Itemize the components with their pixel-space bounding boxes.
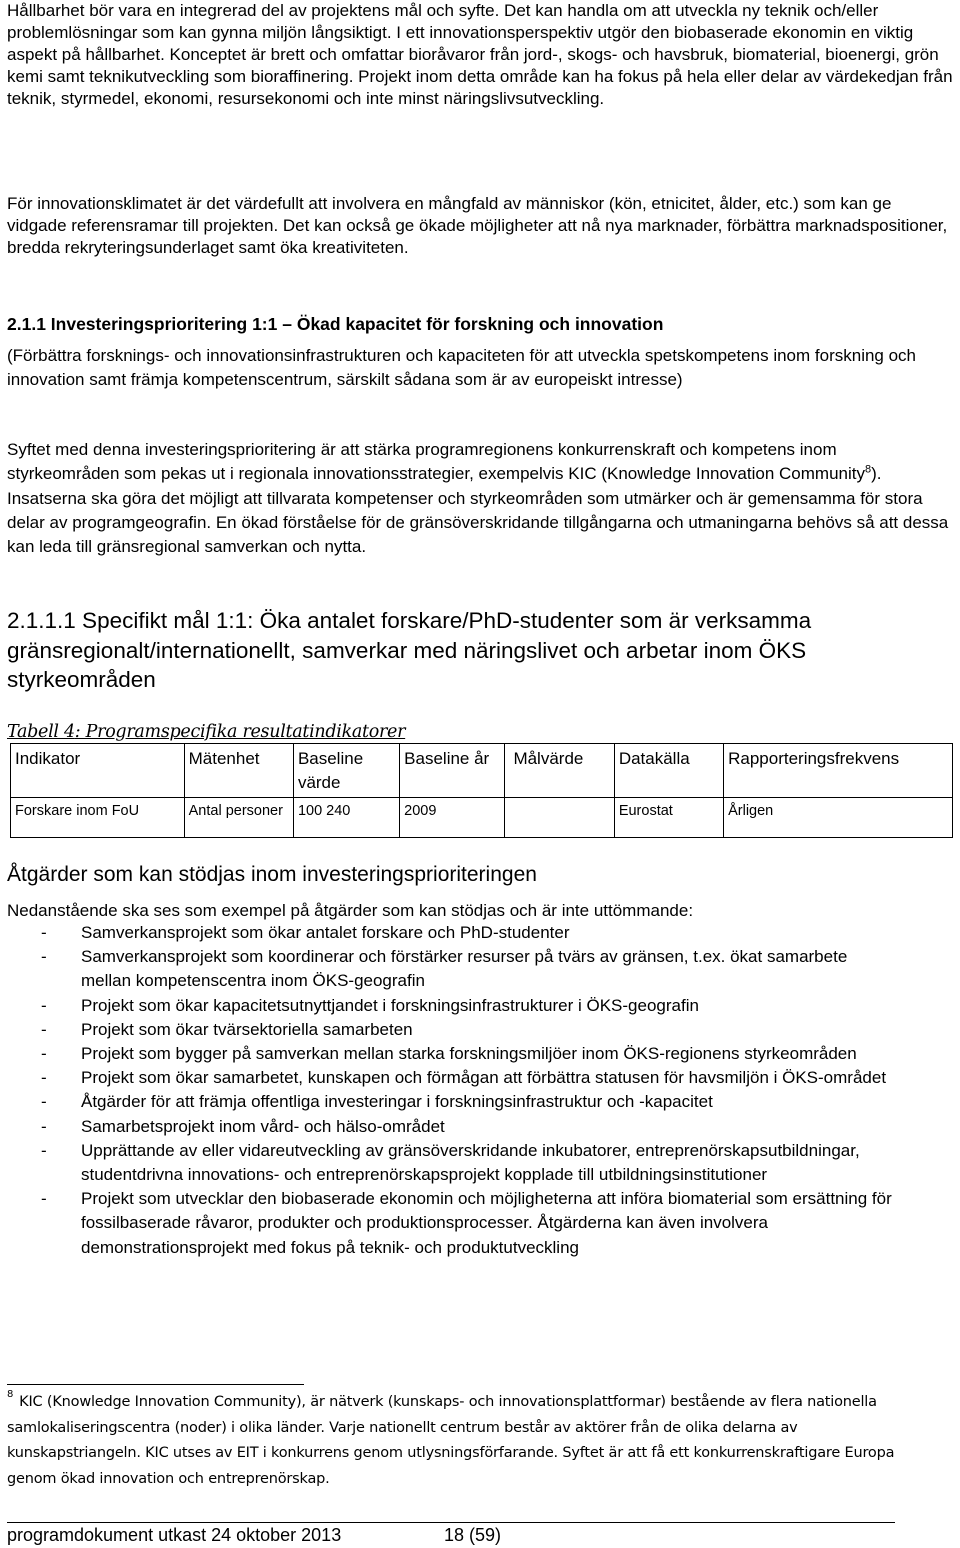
list-item bbox=[7, 1090, 953, 1114]
specific-objective-heading: 2.1.1.1 Specifikt mål 1:1: Öka antalet forskare/PhD-studenter som är verksamma gränsregionalt/internationellt, samverkar med näringslivet och arbetar inom ÖKS styrkeområden bbox=[7, 608, 812, 692]
section-heading: 2.1.1 Investeringsprioritering 1:1 – Ökad kapacitet för forskning och innovation bbox=[7, 314, 664, 334]
list-item bbox=[7, 994, 953, 1018]
footnote-reference[interactable]: 8 bbox=[865, 463, 872, 476]
list-item bbox=[7, 1115, 953, 1139]
table-caption-label: Tabell 4 bbox=[7, 722, 75, 742]
list-bullet: - bbox=[41, 1189, 47, 1209]
table-caption bbox=[7, 721, 405, 743]
table-header-cell: Indikator bbox=[11, 744, 185, 798]
table-caption-text: : Programspecifika resultatindikatorer bbox=[74, 722, 406, 742]
footnote bbox=[7, 1390, 907, 1492]
paragraph-sustainability: Hållbarhet bör vara en integrerad del av projektens mål och syfte. Det kan handla om att utveckla ny teknik och/eller problemlösningar som kan gynna miljön långsiktigt. I ett innovationsperspektiv utgör den biobaserade ekonomin en viktig aspekt på hållbarhet. Konceptet är brett och omfattar bioråvaror från jord-, skogs- och havsbruk, biomaterial, bioenergi, grön kemi samt teknikutveckling som bioraffinering. Projekt inom detta område kan ha fokus på hela eller delar av värdekedjan från teknik, styrmedel, ekonomi, resursekonomi och inte minst näringslivsutveckling. bbox=[7, 1, 953, 108]
footer-page-number: 18 (59) bbox=[444, 1525, 502, 1545]
list-item-text: Projekt som ökar tvärsektoriella samarbeten bbox=[81, 1019, 413, 1039]
table-cell: Antal personer bbox=[184, 798, 293, 838]
list-bullet: - bbox=[41, 995, 47, 1015]
footer-rule bbox=[7, 1522, 895, 1523]
table-cell: Årligen bbox=[724, 798, 953, 838]
footnote-text: KIC (Knowledge Innovation Community), är nätverk (kunskaps- och innovationsplattformar) bestående av flera nationella samlokaliseringscentra (noder) i olika länder. Varje nationellt centrum består av aktörer från de olika delarna av kunskapstriangeln. KIC utses av EIT i konkurrens genom utlysningsförfarande. Syftet är att få ett konkurrenskraftigare Europa genom ökad innovation och entreprenörskap. bbox=[7, 1394, 895, 1487]
list-item bbox=[7, 1066, 953, 1090]
table-header-cell: Mätenhet bbox=[184, 744, 293, 798]
paragraph-purpose-part2: ). Insatserna ska göra det möjligt att tillvarata kompetenser och styrkeområden som utmärker och är gemensamma för stora delar av programgeografin. En ökad förståelse för de gränsöverskridande tillgångarna och utmaningarna behövs så att dessa kan leda till gränsregional samverkan och nytta. bbox=[7, 464, 949, 557]
list-item bbox=[7, 945, 953, 993]
list-item bbox=[7, 1139, 953, 1187]
paragraph-purpose bbox=[7, 438, 953, 559]
list-item-text: Samarbetsprojekt inom vård- och hälso-området bbox=[81, 1116, 445, 1136]
table-header-cell: Baseline värde bbox=[293, 744, 399, 798]
table-cell: Eurostat bbox=[614, 798, 723, 838]
list-bullet: - bbox=[41, 923, 47, 942]
paragraph-innovation-climate: För innovationsklimatet är det värdefullt att involvera en mångfald av människor (kön, etnicitet, ålder, etc.) som kan ge vidgade referensramar till projekten. Det kan också ge ökade möjligheter att nå nya marknader, förbättra marknadspositioner, bredda rekryteringsunderlaget samt öka kreativiteten. bbox=[7, 194, 948, 257]
paragraph-purpose-part1: Syftet med denna investeringsprioritering är att stärka programregionens konkurrenskraft och kompetens inom styrkeområden som pekas ut i regionala innovationsstrategier, exempelvis KIC (Knowledge Innovation Community bbox=[7, 440, 865, 484]
result-indicator-table bbox=[10, 743, 953, 838]
footnote-number: 8 bbox=[7, 1389, 14, 1400]
list-item-text: Projekt som utvecklar den biobaserade ekonomin och möjligheterna att införa biomaterial som ersättning för fossilbaserade råvaror, produkter och produktionsprocesser. Åtgärderna kan även involvera demonstrationsprojekt med fokus på teknik- och produktutveckling bbox=[81, 1189, 892, 1257]
table-cell: 100 240 bbox=[293, 798, 399, 838]
measures-intro: Nedanstående ska ses som exempel på åtgärder som kan stödjas och är inte uttömmande: bbox=[7, 901, 694, 920]
list-item-text: Samverkansprojekt som koordinerar och förstärker resurser på tvärs av gränsen, t.ex. ökat samarbete mellan kompetenscentra inom ÖKS-geografin bbox=[81, 947, 848, 991]
list-item-text: Samverkansprojekt som ökar antalet forskare och PhD-studenter bbox=[81, 923, 570, 942]
paragraph-investment-priority-description: (Förbättra forsknings- och innovationsinfrastrukturen och kapaciteten för att utveckla spetskompetens inom forskning och innovation samt främja kompetenscentrum, särskilt sådana som är av europeiskt intresse) bbox=[7, 346, 917, 389]
list-item-text: Åtgärder för att främja offentliga investeringar i forskningsinfrastruktur och -kapacitet bbox=[81, 1092, 713, 1112]
list-item-text: Projekt som ökar kapacitetsutnyttjandet i forskningsinfrastrukturer i ÖKS-geografin bbox=[81, 995, 699, 1015]
list-item-text: Projekt som ökar samarbetet, kunskapen och förmågan att förbättra statusen för havsmiljön i ÖKS-området bbox=[81, 1068, 887, 1088]
list-item bbox=[7, 1018, 953, 1042]
list-bullet: - bbox=[41, 1140, 47, 1160]
list-bullet: - bbox=[41, 1068, 47, 1088]
table-header-row bbox=[11, 744, 953, 798]
list-item-text: Upprättande av eller vidareutveckling av gränsöverskridande inkubatorer, entreprenörskapsutbildningar, studentdrivna innovations- och entreprenörskapsprojekt kopplade till utbildningsinstitutioner bbox=[81, 1140, 860, 1185]
footnote-separator bbox=[7, 1384, 304, 1385]
table-header-cell: Rapporteringsfrekvens bbox=[724, 744, 953, 798]
table-row bbox=[11, 798, 953, 838]
table-cell: 2009 bbox=[400, 798, 505, 838]
list-item bbox=[7, 921, 953, 945]
list-bullet: - bbox=[41, 1044, 47, 1064]
list-item bbox=[7, 1042, 953, 1066]
list-bullet: - bbox=[41, 1092, 47, 1112]
table-cell bbox=[505, 798, 614, 838]
list-bullet: - bbox=[41, 947, 47, 967]
list-item-text: Projekt som bygger på samverkan mellan starka forskningsmiljöer inom ÖKS-regionens styrkeområden bbox=[81, 1044, 857, 1064]
page-footer bbox=[7, 1524, 502, 1546]
list-item bbox=[7, 1187, 953, 1260]
list-bullet: - bbox=[41, 1019, 47, 1039]
footer-document-label: programdokument utkast 24 oktober 2013 bbox=[7, 1525, 342, 1545]
table-header-cell: Målvärde bbox=[505, 744, 614, 798]
table-header-cell: Baseline år bbox=[400, 744, 505, 798]
list-bullet: - bbox=[41, 1116, 47, 1136]
table-header-cell: Datakälla bbox=[614, 744, 723, 798]
measures-list bbox=[7, 921, 953, 1260]
table-cell: Forskare inom FoU bbox=[11, 798, 185, 838]
measures-heading: Åtgärder som kan stödjas inom investeringsprioriteringen bbox=[7, 863, 537, 886]
